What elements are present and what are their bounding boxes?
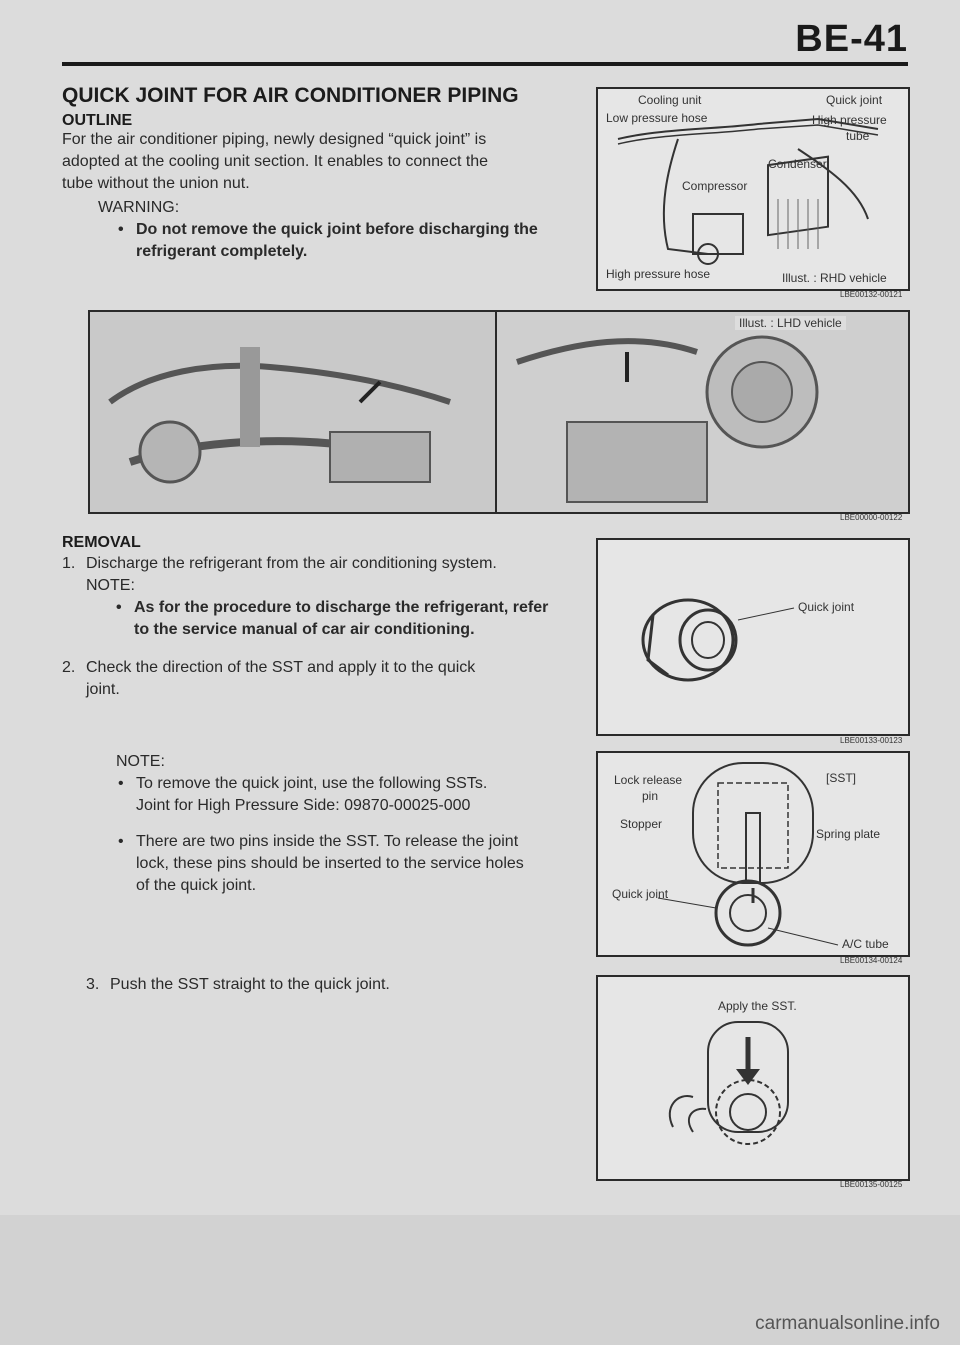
header-rule	[62, 62, 908, 66]
note-1-label: NOTE:	[86, 577, 135, 594]
fig5-code: LBE00135-00125	[840, 1180, 903, 1189]
label-ac-tube: A/C tube	[842, 937, 889, 951]
label-compressor: Compressor	[682, 179, 748, 193]
label-pin: pin	[642, 789, 659, 803]
step-3-number: 3.	[86, 976, 100, 993]
note-1-line-1: • As for the procedure to discharge the refrigerant, refer	[116, 597, 548, 619]
label-condenser: Condenser	[768, 157, 827, 171]
label-low-pressure-hose: Low pressure hose	[606, 111, 708, 125]
outline-heading: OUTLINE	[62, 112, 133, 129]
label-high-pressure: High pressure	[812, 113, 887, 127]
label-quick-joint-fig4: Quick joint	[612, 887, 669, 901]
step-1-text: Discharge the refrigerant from the air conditioning system.	[86, 555, 497, 572]
note-1-line-2: to the service manual of car air conditioning.	[134, 621, 475, 638]
label-sst: [SST]	[826, 771, 857, 785]
note-2-bullet-2-line-2: lock, these pins should be inserted to the service holes	[136, 855, 524, 872]
page-number: BE-41	[795, 18, 908, 60]
figure-ac-system	[596, 87, 910, 291]
step-2-number: 2.	[62, 659, 76, 676]
figure-engine-photos	[88, 310, 910, 514]
label-quick-joint-fig3: Quick joint	[798, 600, 855, 614]
outline-line-3: tube without the union nut.	[62, 175, 250, 192]
warning-line-2: refrigerant completely.	[136, 243, 308, 260]
outline-line-2: adopted at the cooling unit section. It enables to connect the	[62, 153, 489, 170]
step-1-number: 1.	[62, 555, 76, 572]
warning-label: WARNING:	[98, 199, 180, 216]
section-title: QUICK JOINT FOR AIR CONDITIONER PIPING	[62, 84, 519, 107]
step-2-line-2: joint.	[86, 681, 120, 698]
figure-quick-joint	[596, 538, 910, 736]
warning-line-1: • Do not remove the quick joint before discharging the	[118, 219, 538, 241]
step-3-text: Push the SST straight to the quick joint.	[110, 976, 390, 993]
page-footer	[0, 1215, 960, 1345]
photo-engine-left	[90, 312, 497, 512]
note-2-bullet-1-line-2: Joint for High Pressure Side: 09870-00025-000	[136, 797, 471, 814]
label-cooling-unit: Cooling unit	[638, 93, 702, 107]
outline-line-1: For the air conditioner piping, newly designed “quick joint” is	[62, 131, 487, 148]
photo-engine-right	[497, 312, 908, 512]
note-2-bullet-2-line-1: • There are two pins inside the SST. To release the joint	[118, 831, 518, 853]
figure-apply-sst	[596, 975, 910, 1181]
watermark: carmanualsonline.info	[755, 1313, 940, 1334]
label-tube: tube	[846, 129, 870, 143]
step-2-line-1: Check the direction of the SST and apply it to the quick	[86, 659, 476, 676]
engine-right-sketch	[497, 312, 908, 512]
label-high-pressure-hose: High pressure hose	[606, 267, 711, 281]
label-spring-plate: Spring plate	[816, 827, 881, 841]
fig1-code: LBE00132-00121	[840, 290, 903, 299]
label-quick-joint: Quick joint	[826, 93, 883, 107]
label-stopper: Stopper	[620, 817, 663, 831]
engine-left-sketch	[90, 312, 495, 512]
quick-joint-drawing	[598, 540, 908, 734]
note-2-bullet-2-line-3: of the quick joint.	[136, 877, 257, 894]
removal-heading: REMOVAL	[62, 534, 141, 551]
label-lhd: Illust. : LHD vehicle	[735, 316, 846, 330]
figure-sst-detail	[596, 751, 910, 957]
note-2-label: NOTE:	[116, 753, 165, 770]
label-lock-release: Lock release	[614, 773, 683, 787]
label-apply-sst: Apply the SST.	[718, 999, 797, 1013]
fig4-code: LBE00134-00124	[840, 956, 903, 965]
label-rhd: Illust. : RHD vehicle	[782, 271, 887, 285]
fig3-code: LBE00133-00123	[840, 736, 903, 745]
note-2-bullet-1-line-1: • To remove the quick joint, use the following SSTs.	[118, 773, 487, 795]
fig2-code: LBE00000-00122	[840, 513, 903, 522]
